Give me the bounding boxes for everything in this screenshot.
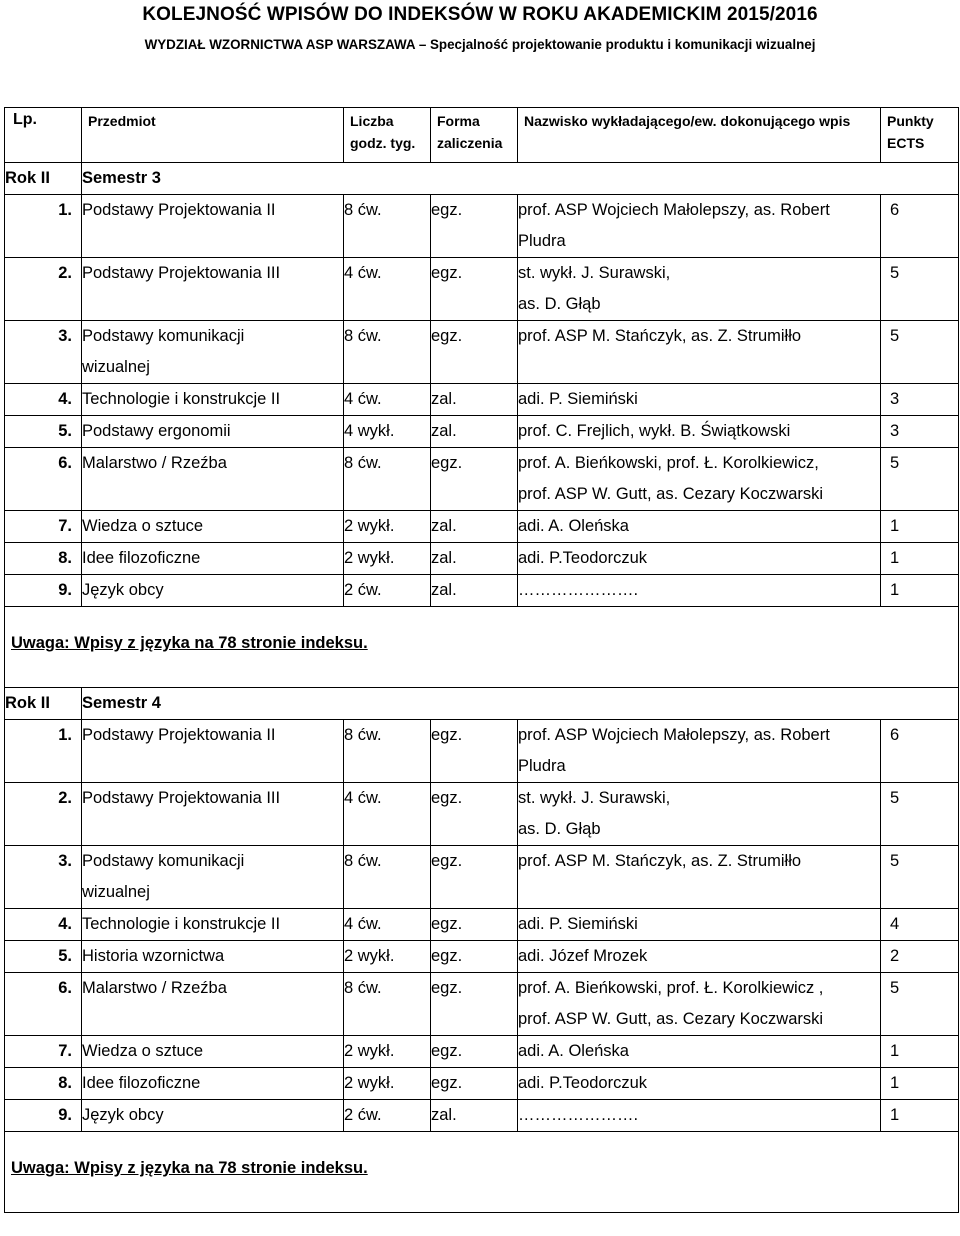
subject-cell: Język obcy bbox=[82, 575, 344, 607]
cell-line: st. wykł. J. Surawski, bbox=[518, 789, 671, 807]
year-cell: Rok II bbox=[5, 688, 82, 720]
form-cell: egz. bbox=[431, 941, 518, 973]
subject-cell: Wiedza o sztuce bbox=[82, 511, 344, 543]
cell-line: Pludra bbox=[518, 757, 566, 775]
hours-cell: 4 wykł. bbox=[344, 416, 431, 448]
header-lp: Lp. bbox=[5, 108, 82, 163]
ects-cell: 5 bbox=[881, 448, 959, 511]
table-row bbox=[5, 416, 959, 448]
row-number: 1. bbox=[5, 720, 82, 783]
ects-cell: 5 bbox=[881, 321, 959, 384]
subject-cell: Podstawy Projektowania II bbox=[82, 195, 344, 258]
ects-cell: 1 bbox=[881, 543, 959, 575]
hours-cell: 2 wykł. bbox=[344, 1068, 431, 1100]
teacher-cell bbox=[518, 195, 881, 258]
semester-row bbox=[5, 163, 959, 195]
document-title: KOLEJNOŚĆ WPISÓW DO INDEKSÓW W ROKU AKADEMICKIM 2015/2016 bbox=[142, 4, 818, 25]
table-row bbox=[5, 575, 959, 607]
hours-cell: 4 ćw. bbox=[344, 783, 431, 846]
ects-cell: 1 bbox=[881, 511, 959, 543]
ects-cell: 1 bbox=[881, 575, 959, 607]
ects-cell: 6 bbox=[881, 720, 959, 783]
header-form: Forma zaliczenia bbox=[431, 108, 518, 163]
form-cell: zal. bbox=[431, 1100, 518, 1132]
hours-cell: 8 ćw. bbox=[344, 846, 431, 909]
row-number: 3. bbox=[5, 321, 82, 384]
row-number: 6. bbox=[5, 973, 82, 1036]
cell-line: prof. A. Bieńkowski, prof. Ł. Korolkiewicz, bbox=[518, 454, 819, 472]
cell-line: as. D. Głąb bbox=[518, 295, 601, 313]
form-cell: egz. bbox=[431, 195, 518, 258]
hours-cell: 2 wykł. bbox=[344, 543, 431, 575]
table-row bbox=[5, 941, 959, 973]
ects-cell: 1 bbox=[881, 1100, 959, 1132]
cell-line: as. D. Głąb bbox=[518, 820, 601, 838]
subject-cell: Podstawy ergonomii bbox=[82, 416, 344, 448]
hours-cell: 2 wykł. bbox=[344, 941, 431, 973]
header-hours: Liczba godz. tyg. bbox=[344, 108, 431, 163]
cell-line: prof. ASP W. Gutt, as. Cezary Koczwarski bbox=[518, 485, 824, 503]
ects-cell: 5 bbox=[881, 973, 959, 1036]
row-number: 5. bbox=[5, 941, 82, 973]
hours-cell: 8 ćw. bbox=[344, 195, 431, 258]
form-cell: egz. bbox=[431, 258, 518, 321]
ects-cell: 2 bbox=[881, 941, 959, 973]
ects-cell: 1 bbox=[881, 1036, 959, 1068]
form-cell: egz. bbox=[431, 783, 518, 846]
teacher-cell: prof. ASP M. Stańczyk, as. Z. Strumiłło bbox=[518, 846, 881, 909]
cell-line: st. wykł. J. Surawski, bbox=[518, 264, 671, 282]
cell-line: wizualnej bbox=[82, 883, 150, 901]
semester-cell: Semestr 4 bbox=[82, 688, 959, 720]
subject-cell: Wiedza o sztuce bbox=[82, 1036, 344, 1068]
row-number: 9. bbox=[5, 575, 82, 607]
row-number: 5. bbox=[5, 416, 82, 448]
row-number: 2. bbox=[5, 258, 82, 321]
ects-cell: 5 bbox=[881, 783, 959, 846]
teacher-cell: adi. A. Oleńska bbox=[518, 511, 881, 543]
teacher-cell: …………………. bbox=[518, 1100, 881, 1132]
form-cell: zal. bbox=[431, 384, 518, 416]
form-cell: zal. bbox=[431, 543, 518, 575]
hours-cell: 4 ćw. bbox=[344, 258, 431, 321]
header-subject: Przedmiot bbox=[82, 108, 344, 163]
teacher-cell: adi. P. Siemiński bbox=[518, 909, 881, 941]
subject-cell: Technologie i konstrukcje II bbox=[82, 384, 344, 416]
teacher-cell bbox=[518, 783, 881, 846]
row-number: 6. bbox=[5, 448, 82, 511]
teacher-cell: adi. P. Siemiński bbox=[518, 384, 881, 416]
table-row bbox=[5, 1068, 959, 1100]
subject-cell: Podstawy Projektowania II bbox=[82, 720, 344, 783]
subject-cell bbox=[82, 321, 344, 384]
language-note: Uwaga: Wpisy z języka na 78 stronie indeksu. bbox=[11, 1159, 368, 1177]
table-row bbox=[5, 1100, 959, 1132]
form-cell: zal. bbox=[431, 575, 518, 607]
form-cell: egz. bbox=[431, 720, 518, 783]
note-row bbox=[5, 1132, 959, 1213]
table-row bbox=[5, 909, 959, 941]
ects-cell: 5 bbox=[881, 258, 959, 321]
table-row bbox=[5, 1036, 959, 1068]
ects-cell: 3 bbox=[881, 384, 959, 416]
hours-cell: 4 ćw. bbox=[344, 384, 431, 416]
teacher-cell: prof. ASP M. Stańczyk, as. Z. Strumiłło bbox=[518, 321, 881, 384]
teacher-cell: adi. P.Teodorczuk bbox=[518, 1068, 881, 1100]
table-row bbox=[5, 720, 959, 783]
form-cell: egz. bbox=[431, 973, 518, 1036]
table-row bbox=[5, 846, 959, 909]
form-cell: egz. bbox=[431, 1036, 518, 1068]
teacher-cell: adi. P.Teodorczuk bbox=[518, 543, 881, 575]
language-note: Uwaga: Wpisy z języka na 78 stronie indeksu. bbox=[11, 634, 368, 652]
hours-cell: 8 ćw. bbox=[344, 448, 431, 511]
header-teacher: Nazwisko wykładającego/ew. dokonującego wpis bbox=[518, 108, 881, 163]
subject-cell: Podstawy Projektowania III bbox=[82, 258, 344, 321]
subject-cell bbox=[82, 846, 344, 909]
row-number: 3. bbox=[5, 846, 82, 909]
subject-cell: Technologie i konstrukcje II bbox=[82, 909, 344, 941]
year-cell: Rok II bbox=[5, 163, 82, 195]
form-cell: zal. bbox=[431, 416, 518, 448]
ects-cell: 5 bbox=[881, 846, 959, 909]
cell-line: Pludra bbox=[518, 232, 566, 250]
row-number: 4. bbox=[5, 909, 82, 941]
header-points: Punkty ECTS bbox=[881, 108, 959, 163]
cell-line: Podstawy komunikacji bbox=[82, 852, 245, 870]
ects-cell: 6 bbox=[881, 195, 959, 258]
hours-cell: 4 ćw. bbox=[344, 909, 431, 941]
form-cell: egz. bbox=[431, 909, 518, 941]
table-header-row bbox=[5, 108, 959, 163]
subject-cell: Język obcy bbox=[82, 1100, 344, 1132]
note-cell bbox=[5, 1132, 959, 1213]
row-number: 1. bbox=[5, 195, 82, 258]
teacher-cell bbox=[518, 973, 881, 1036]
cell-line: wizualnej bbox=[82, 358, 150, 376]
form-cell: egz. bbox=[431, 321, 518, 384]
teacher-cell bbox=[518, 258, 881, 321]
teacher-cell: adi. A. Oleńska bbox=[518, 1036, 881, 1068]
cell-line: prof. ASP Wojciech Małolepszy, as. Robert bbox=[518, 201, 830, 219]
subject-cell: Historia wzornictwa bbox=[82, 941, 344, 973]
table-row bbox=[5, 783, 959, 846]
teacher-cell: prof. C. Frejlich, wykł. B. Świątkowski bbox=[518, 416, 881, 448]
hours-cell: 2 wykł. bbox=[344, 511, 431, 543]
form-cell: egz. bbox=[431, 1068, 518, 1100]
semester-row bbox=[5, 688, 959, 720]
table-row bbox=[5, 384, 959, 416]
note-cell bbox=[5, 607, 959, 688]
teacher-cell bbox=[518, 720, 881, 783]
courses-table bbox=[4, 107, 959, 1213]
table-row bbox=[5, 511, 959, 543]
form-cell: egz. bbox=[431, 448, 518, 511]
row-number: 7. bbox=[5, 511, 82, 543]
teacher-cell bbox=[518, 448, 881, 511]
subject-cell: Malarstwo / Rzeźba bbox=[82, 448, 344, 511]
cell-line: prof. ASP W. Gutt, as. Cezary Koczwarski bbox=[518, 1010, 824, 1028]
hours-cell: 2 ćw. bbox=[344, 575, 431, 607]
hours-cell: 2 wykł. bbox=[344, 1036, 431, 1068]
ects-cell: 3 bbox=[881, 416, 959, 448]
table-row bbox=[5, 258, 959, 321]
row-number: 7. bbox=[5, 1036, 82, 1068]
hours-cell: 2 ćw. bbox=[344, 1100, 431, 1132]
teacher-cell: …………………. bbox=[518, 575, 881, 607]
cell-line: prof. ASP Wojciech Małolepszy, as. Robert bbox=[518, 726, 830, 744]
form-cell: zal. bbox=[431, 511, 518, 543]
cell-line: prof. A. Bieńkowski, prof. Ł. Korolkiewicz , bbox=[518, 979, 824, 997]
semester-cell: Semestr 3 bbox=[82, 163, 959, 195]
table-row bbox=[5, 973, 959, 1036]
teacher-cell: adi. Józef Mrozek bbox=[518, 941, 881, 973]
subject-cell: Idee filozoficzne bbox=[82, 543, 344, 575]
row-number: 8. bbox=[5, 543, 82, 575]
subject-cell: Malarstwo / Rzeźba bbox=[82, 973, 344, 1036]
cell-line: Podstawy komunikacji bbox=[82, 327, 245, 345]
table-row bbox=[5, 448, 959, 511]
row-number: 4. bbox=[5, 384, 82, 416]
row-number: 8. bbox=[5, 1068, 82, 1100]
subject-cell: Idee filozoficzne bbox=[82, 1068, 344, 1100]
ects-cell: 1 bbox=[881, 1068, 959, 1100]
table-row bbox=[5, 543, 959, 575]
subject-cell: Podstawy Projektowania III bbox=[82, 783, 344, 846]
row-number: 9. bbox=[5, 1100, 82, 1132]
hours-cell: 8 ćw. bbox=[344, 973, 431, 1036]
table-row bbox=[5, 195, 959, 258]
table-row bbox=[5, 321, 959, 384]
document-subtitle: WYDZIAŁ WZORNICTWA ASP WARSZAWA – Specjalność projektowanie produktu i komunikacji wizualnej bbox=[144, 37, 816, 52]
ects-cell: 4 bbox=[881, 909, 959, 941]
hours-cell: 8 ćw. bbox=[344, 720, 431, 783]
hours-cell: 8 ćw. bbox=[344, 321, 431, 384]
form-cell: egz. bbox=[431, 846, 518, 909]
note-row bbox=[5, 607, 959, 688]
row-number: 2. bbox=[5, 783, 82, 846]
